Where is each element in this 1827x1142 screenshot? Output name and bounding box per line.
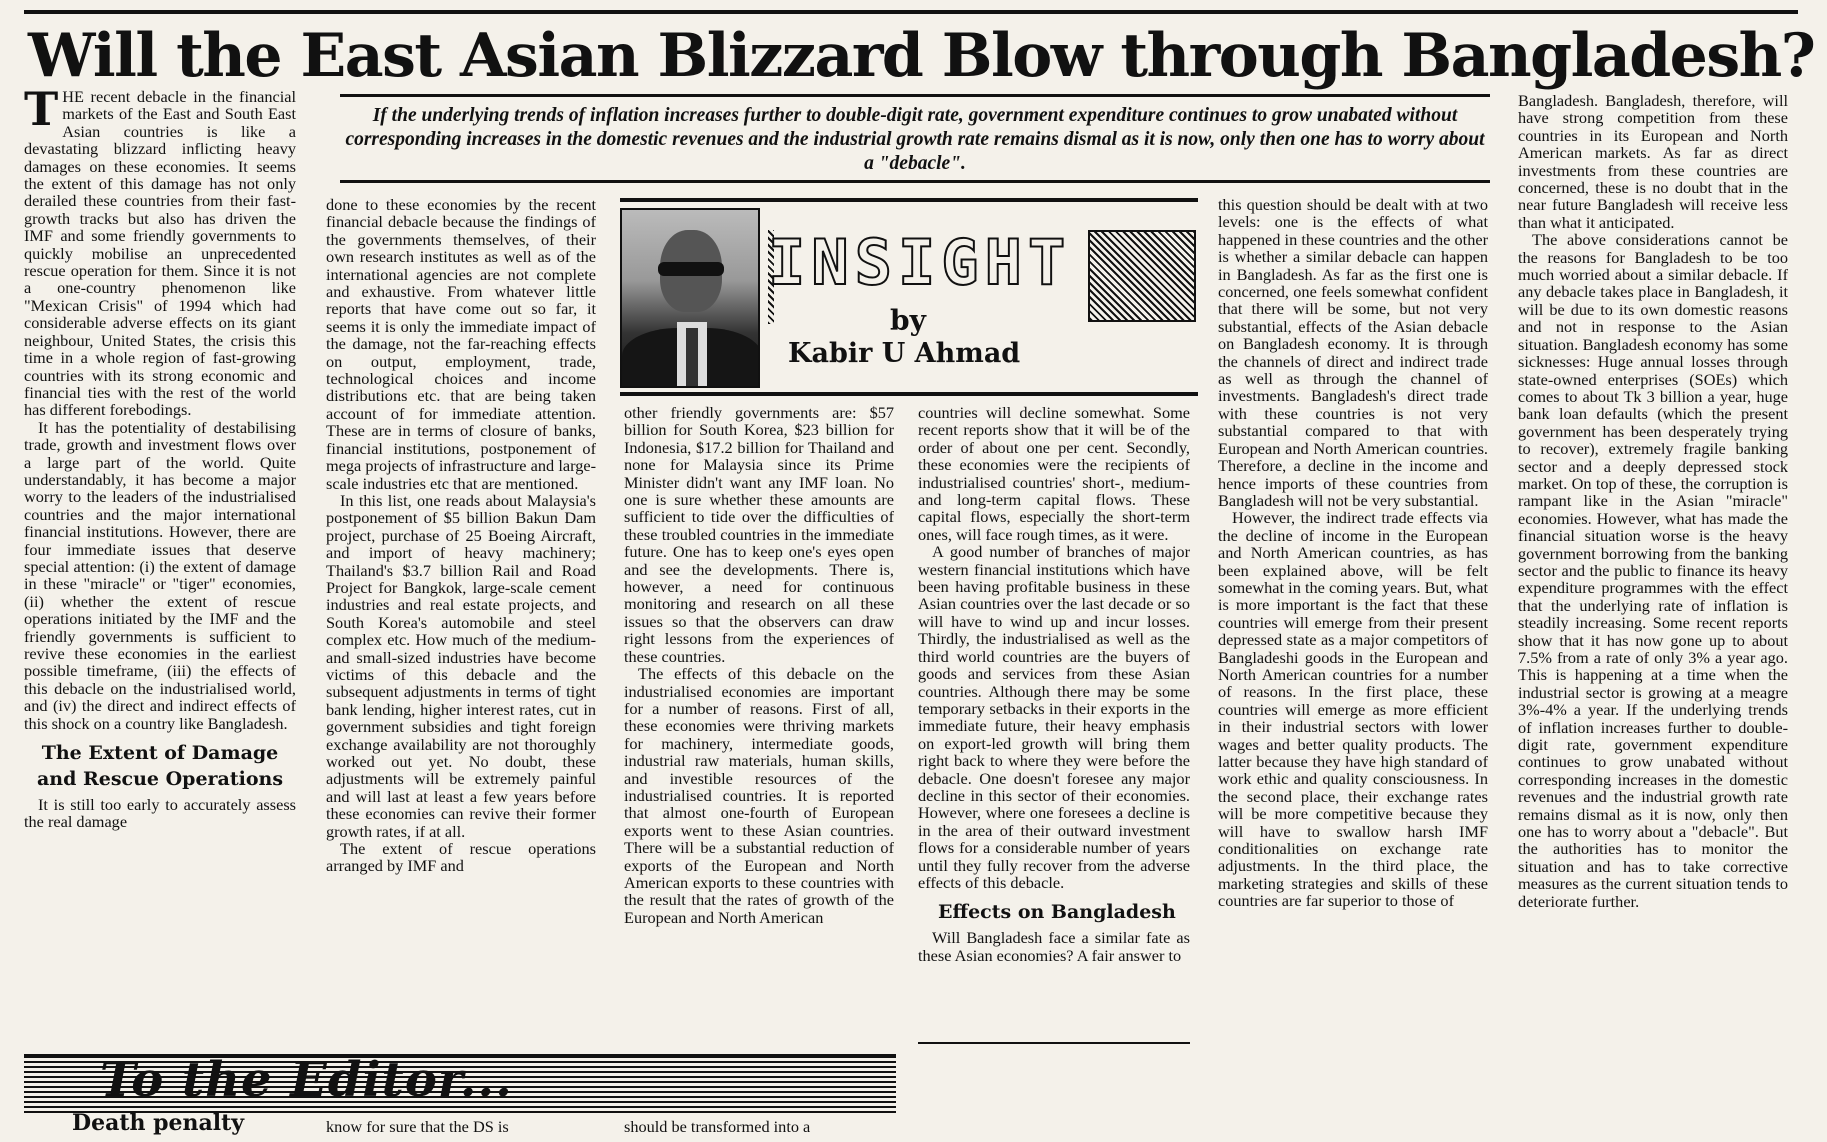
editor-col2-line: know for sure that the DS is	[326, 1118, 509, 1136]
col2-paragraph-1: done to these economies by the recent financial debacle because the findings of the governments themselves, of their own research institutes as well as of the international agencies are not complete and exhaustive. From whatever little reports that have come out so far, it seems it is only the immediate impact of the damage, not the far-reaching effects on output, employment, trade, technological choices and income distributions etc. that are being taken account of for immediate attention. These are in terms of closure of banks, financial institutions, postponement of mega projects of infrastructure and large-scale industries etc that are mentioned.	[326, 196, 596, 493]
col1-paragraph-2: It has the potentiality of destabilising trade, growth and investment flows over a large part of the world. Quite understandably, it has become a major worry to the leaders of the industrialised countries and the major international financial institutions. However, there are four immediate issues that deserve special attention: (i) the extent of damage in these "miracle" or "tiger" economies, (ii) whether the extent of rescue operations initiated by the IMF and the friendly governments is sufficient to revive these economies in the earliest possible timeframe, (iii) the effects of this debacle on the industrialised world, and (iv) the direct and indirect effects of this shock on a country like Bangladesh.	[24, 417, 296, 733]
col1-paragraph-1: THE recent debacle in the financial markets of the East and South East Asian countries is like a devastating blizzard inflicting heavy damages on these economies. It seems the extent of this damage has not only derailed these countries from their fast-growth tracks but also has driven the IMF and some friendly governments to quickly mobilise an unprecedented rescue operation for them. Since it is not a one-country phenomenon like "Mexican Crisis" of 1994 which had considerable adverse effects on its giant neighbour, United States, the crisis this time in a whole region of fast-growing countries with its strong economic and financial ties with the rest of the world has different forebodings.	[24, 88, 296, 420]
col3-paragraph-2: The effects of this debacle on the industrialised economies are important for a number of reasons. First of all, these economies were thriving markets for machinery, intermediate goods, industrial raw materials, human skills, and investible resources of the industrialised countries. It is reported that almost one-fourth of European exports went to these Asian countries. There will be a substantial reduction of exports of the European and North American exports to these countries with the result that the rates of growth of the European and North American	[624, 664, 894, 927]
subhead-effects-on-bangladesh: Effects on Bangladesh	[938, 901, 1176, 924]
byline-by: by	[890, 304, 926, 337]
lede: If the underlying trends of inflation increases further to double-digit rate, government expenditure continues to grow unabated without corresponding increases in the domestic revenues and the industrial growth rate remains dismal as it is now, only then one has to worry about a "debacle".	[345, 105, 1485, 174]
death-penalty-heading: Death penalty	[72, 1110, 245, 1136]
col5-paragraph-2: However, the indirect trade effects via the decline of income in the European and North American countries, as has been explained above, will be felt somewhat in the coming years. But, what is more important is the fact that these countries will emerge from their present depressed state as a major competitors of Bangladeshi goods in the European and North American countries for a number of reasons. In the first place, these countries will emerge as more efficient in their industrial sectors with lower wages and better quality products. The latter because they have high standard of work ethic and quality consciousness. In the second place, their exchange rates will be more competitive because they will have to swallow harsh IMF conditionalities on exchange rate adjustments. In the third place, the marketing strategies and skills of these countries are far superior to those of	[1218, 508, 1488, 911]
headline: Will the East Asian Blizzard Blow through Bangladesh?	[28, 21, 1815, 91]
column-6	[1518, 92, 1788, 1138]
subhead-extent-of-damage: The Extent of Damage and Rescue Operations	[36, 742, 284, 791]
col6-paragraph-1: Bangladesh. Bangladesh, therefore, will have strong competition from these countries in its European and North American markets. As far as direct investments from these countries are concerned, these is no doubt that in the near future Bangladesh will receive less than what it anticipated.	[1518, 92, 1788, 232]
column-3	[624, 404, 894, 1044]
top-rule	[24, 10, 1798, 14]
column-5	[1218, 196, 1488, 1136]
col4-paragraph-2: A good number of branches of major western financial institutions which have been having profitable business in these Asian countries over the last decade or so will have to wind up and incur losses. Thirdly, the industrialised as well as the third world countries are the buyers of goods and services from these Asian countries. Although there may be some temporary setbacks in their exports in the immediate future, their heavy emphasis on export-led growth will bring them right back to where they were before the debacle. One doesn't foresee any major decline in this sector of their economies. However, where one foresees a decline is in the area of their outward investment flows for a considerable number of years until they fully recover from the adverse effects of this debacle.	[918, 542, 1190, 892]
lede-bottom-rule	[340, 180, 1490, 183]
drop-cap: T	[24, 88, 59, 136]
author-photo	[620, 208, 760, 388]
col3-paragraph-1: other friendly governments are: $57 billion for South Korea, $23 billion for Indonesia, $17.2 billion for Thailand and none for Malaysia since its Prime Minister didn't want any IMF loan. No one is sure whether these amounts are sufficient to tide over the difficulties of these troubled countries in the immediate future. One has to keep one's eyes open and see the developments. There is, however, a need for continuous monitoring and research on all these issues so that the observers can draw right lessons from the experiences of these countries.	[624, 404, 894, 666]
col2-paragraph-3: The extent of rescue operations arranged by IMF and	[326, 839, 596, 876]
lede-top-rule	[340, 94, 1490, 97]
col4-paragraph-3: Will Bangladesh face a similar fate as these Asian economies? A fair answer to	[918, 928, 1190, 965]
col1-paragraph-3: It is still too early to accurately assess the real damage	[24, 795, 296, 832]
insight-box	[620, 198, 1198, 396]
column-1	[24, 88, 296, 1138]
col6-paragraph-2: The above considerations cannot be the reasons for Bangladesh to be too much worried about a similar debacle. If any debacle takes place in Bangladesh, it will be due to its own domestic reasons and not in response to the Asian situation. Bangladesh economy has some sicknesses: Huge annual losses through state-owned enterprises (SOEs) which comes to about Tk 3 billion a year, huge bank loan defaults (which the present government has been desperately trying to recover), extremely fragile banking sector and a deeply depressed stock market. On top of these, the corruption is rampant like in the Asian "miracle" economies. However, what has made the financial situation worse is the heavy government borrowing from the banking sector and the public to finance its heavy expenditure programmes with the effect that the underlying rate of inflation is steadily increasing. Some recent reports show that it has now gone up to about 7.5% from a rate of only 3% a year ago. This is happening at a time when the industrial sector is growing at a meagre 3%-4% a year. If the underlying trends of inflation increases further to double-digit rate, government expenditure continues to grow unabated without corresponding increases in the domestic revenues and the industrial growth rate remains dismal as it is now, only then one has to worry about a "debacle". But the authorities has to monitor the situation and has to take corrective measures as the current situation tends to deteriorate further.	[1518, 230, 1788, 911]
col4-bottom-rule	[918, 1042, 1190, 1044]
col5-paragraph-1: this question should be dealt with at two levels: one is the effects of what happened in these countries and the other is whether a similar debacle can happen in Bangladesh. As far as the first one is concerned, one feels somewhat confident that there will be some, but not very substantial, effects of the Asian debacle on Bangladesh economy. It is through the channels of direct and indirect trade as well as through the channel of investments. Bangladesh's direct trade with these countries is not very substantial compared to that with European and North American countries. Therefore, a decline in the income and hence imports of these countries from Bangladesh will not be very substantial.	[1218, 196, 1488, 510]
col2-paragraph-2: In this list, one reads about Malaysia's postponement of $5 billion Bakun Dam project, purchase of 25 Boeing Aircraft, and import of heavy machinery; Thailand's $3.7 billion Rail and Road Project for Bangkok, large-scale cement industries and real estate projects, and South Korea's automobile and steel complex etc. How much of the medium- and small-sized industries have become victims of this debacle and the subsequent adjustments in terms of tight bank lending, higher interest rates, cut in government subsidies and tight foreign exchange availability are not thoroughly worked out yet. No doubt, these adjustments will be extremely painful and will last at least a few years before these economies can revive their former growth rates, if at all.	[326, 490, 596, 841]
insight-label: INSIGHT	[768, 226, 1072, 299]
editor-col3-line: should be transformed into a	[624, 1118, 811, 1136]
hatch-pattern	[1088, 230, 1196, 322]
col4-paragraph-1: countries will decline somewhat. Some recent reports show that it will be of the order of about one per cent. Secondly, these economies were the recipients of industrialised countries' short-, medium- and long-term capital flows. These capital flows, especially the short-term ones, will face rough times, as it were.	[918, 404, 1190, 544]
column-2	[326, 196, 596, 1046]
column-4	[918, 404, 1190, 1134]
to-the-editor-title: To the Editor...	[100, 1052, 513, 1108]
byline-author: Kabir U Ahmad	[788, 338, 1021, 369]
